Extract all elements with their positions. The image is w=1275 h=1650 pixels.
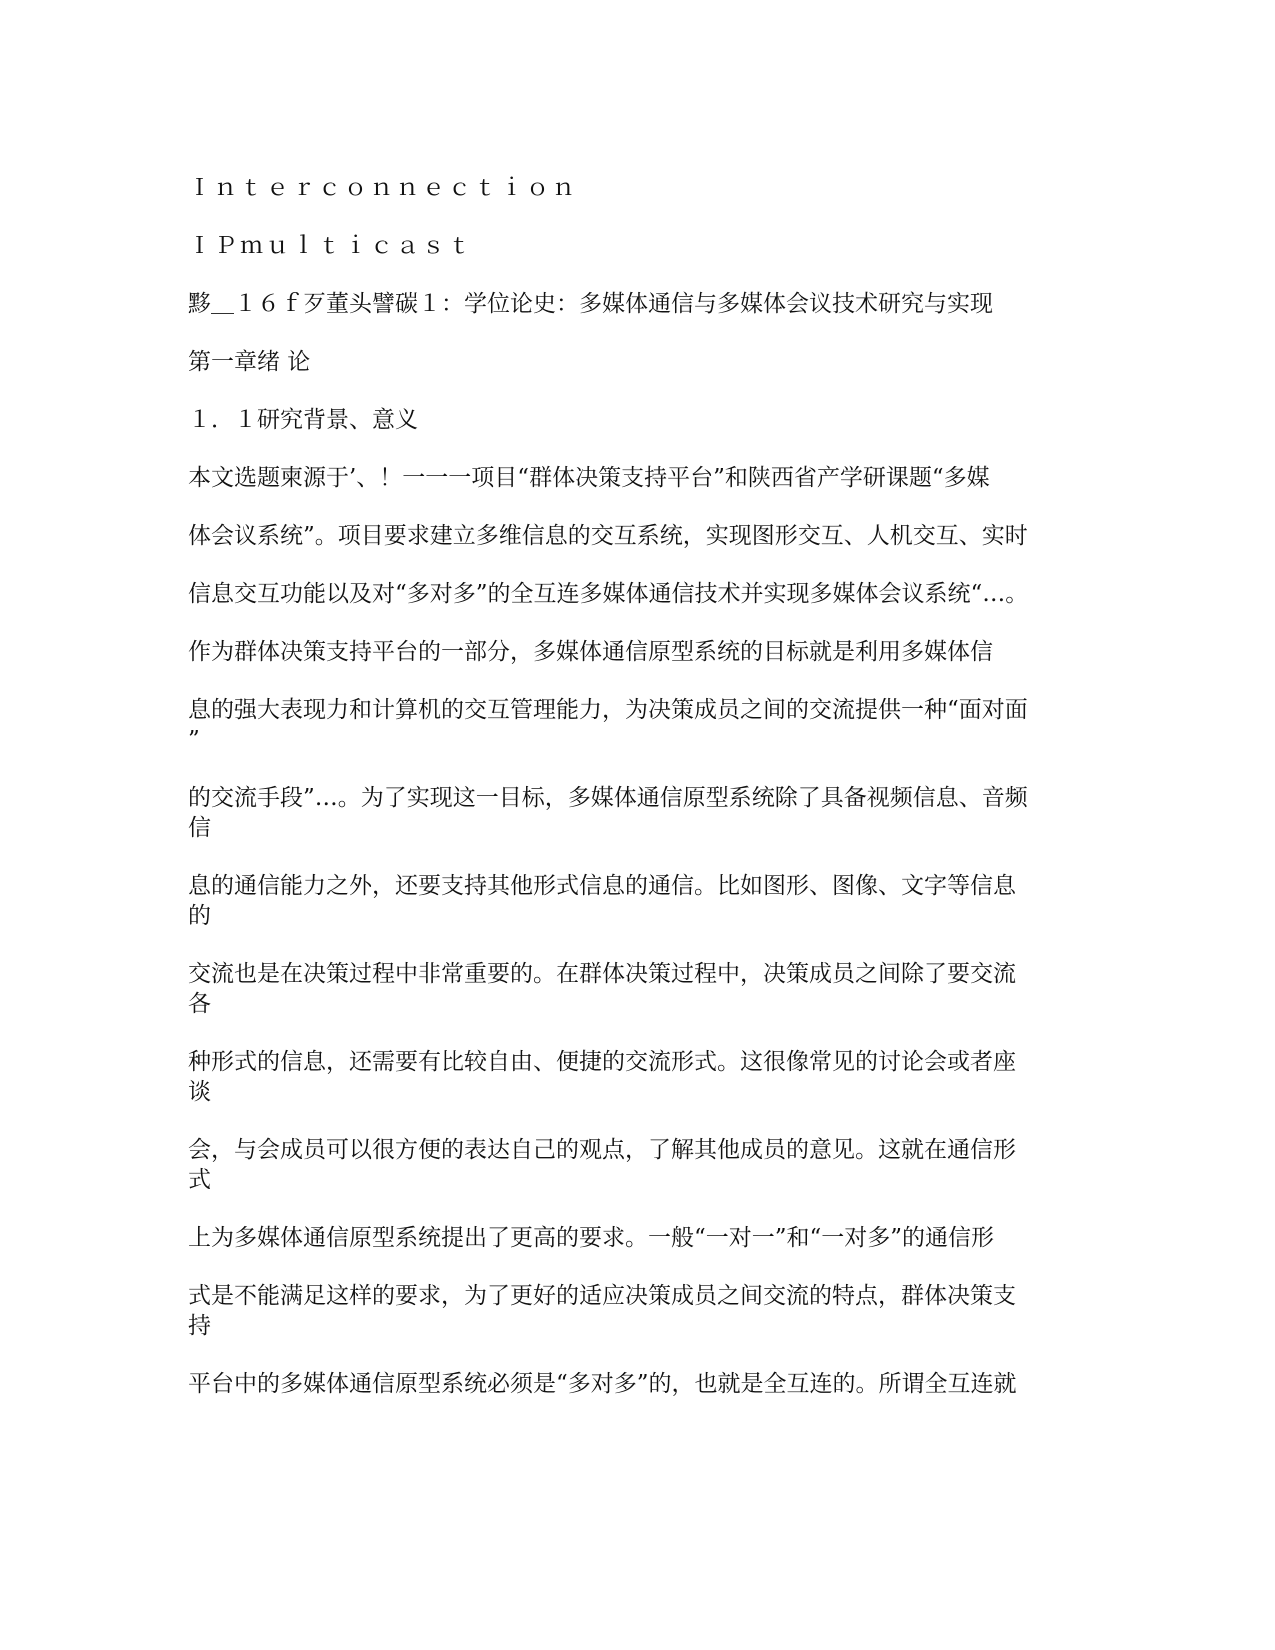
chapter-title: 第一章绪 论	[188, 349, 311, 375]
line-text: 息的强大表现力和计算机的交互管理能力，为决策成员之间的交流提供一种“面对面	[188, 697, 1028, 723]
paragraph-line: 本文选题柬源于’、！一一一项目“群体决策支持平台”和陕西省产学研课题“多媒	[188, 465, 990, 491]
line-overflow: 持	[188, 1313, 211, 1339]
line-overflow: 信	[188, 815, 211, 841]
paragraph-line-wrapped	[188, 1046, 1088, 1108]
line-overflow: 的	[188, 903, 211, 929]
line-text: 会，与会成员可以很方便的表达自己的观点，了解其他成员的意见。这就在通信形	[188, 1137, 1016, 1163]
paragraph-line-wrapped	[188, 694, 1088, 756]
paragraph-line-wrapped	[188, 870, 1088, 932]
paragraph-line: 作为群体决策支持平台的一部分，多媒体通信原型系统的目标就是利用多媒体信	[188, 639, 993, 665]
heading-interconnection: Ｉｎｔｅｒｃｏｎｎｅｃｔｉｏｎ	[188, 175, 578, 201]
line-text: 交流也是在决策过程中非常重要的。在群体决策过程中，决策成员之间除了要交流	[188, 961, 1016, 987]
paragraph-line: 上为多媒体通信原型系统提出了更高的要求。一般“一对一”和“一对多”的通信形	[188, 1225, 995, 1251]
line-overflow: 各	[188, 991, 211, 1017]
section-title: １．１研究背景、意义	[188, 407, 418, 433]
line-overflow: 谈	[188, 1079, 211, 1105]
paragraph-line-wrapped	[188, 958, 1088, 1020]
paragraph-line: 平台中的多媒体通信原型系统必须是“多对多”的，也就是全互连的。所谓全互连就	[188, 1371, 1017, 1397]
line-text: 的交流手段”…。为了实现这一目标，多媒体通信原型系统除了具备视频信息、音频	[188, 785, 1028, 811]
line-overflow: 式	[188, 1167, 211, 1193]
line-overflow: ”	[188, 727, 200, 753]
line-text: 式是不能满足这样的要求，为了更好的适应决策成员之间交流的特点，群体决策支	[188, 1283, 1016, 1309]
heading-ip-multicast: ＩＰｍｕｌｔｉｃａｓｔ	[188, 233, 474, 259]
line-text: 种形式的信息，还需要有比较自由、便捷的交流形式。这很像常见的讨论会或者座	[188, 1049, 1016, 1075]
line-text: 息的通信能力之外，还要支持其他形式信息的通信。比如图形、图像、文字等信息	[188, 873, 1016, 899]
paragraph-line-wrapped	[188, 782, 1088, 844]
paragraph-line: 体会议系统”。项目要求建立多维信息的交互系统，实现图形交互、人机交互、实时	[188, 523, 1028, 549]
paragraph-line-wrapped	[188, 1134, 1088, 1196]
paragraph-line-wrapped	[188, 1280, 1088, 1342]
running-header: 黟＿１６ｆ歹董头譬碳１：学位论史：多媒体通信与多媒体会议技术研究与实现	[188, 291, 993, 317]
paragraph-line: 信息交互功能以及对“多对多”的全互连多媒体通信技术并实现多媒体会议系统“…。	[188, 581, 1029, 607]
